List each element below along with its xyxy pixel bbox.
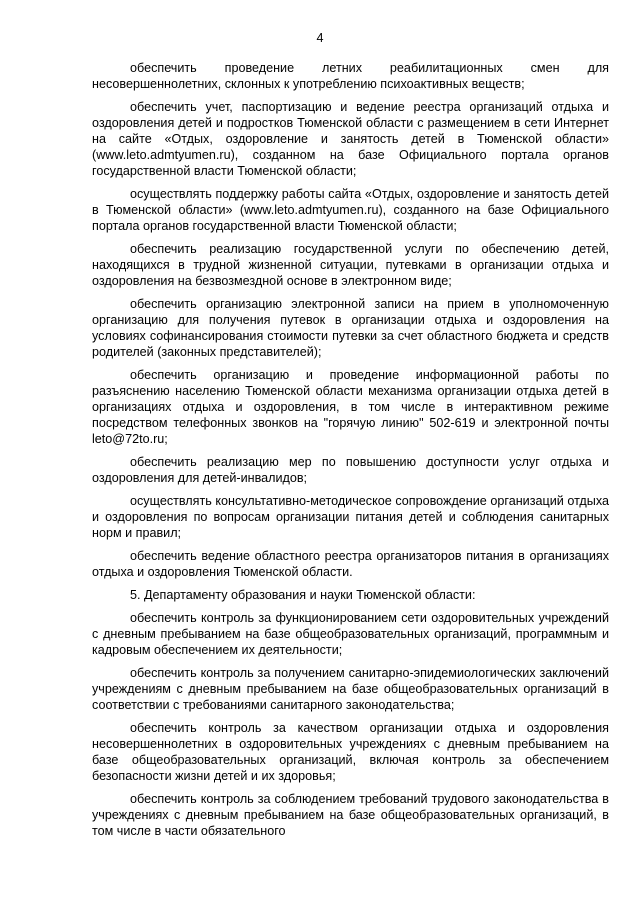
page-number: 4: [316, 31, 324, 45]
paragraph: обеспечить учет, паспортизацию и ведение реестра организаций отдыха и оздоровления детей и подростков Тюменской области с размещением в сети Интернет на сайте «Отдых, оздоровление и занятость детей в Тюменской области» (www.leto.admtyumen.ru), созданном на базе Официального портала органов государственной власти Тюменской области;: [92, 100, 609, 178]
paragraph: обеспечить организацию и проведение информационной работы по разъяснению населению Тюменской области механизма организации отдыха детей в организациях отдыха и оздоровления, в том числе в интерактивном режиме посредством телефонных звонков на "горячую линию" 502-619 и электронной почты leto@72to.ru;: [92, 368, 609, 446]
paragraph: обеспечить реализацию мер по повышению доступности услуг отдыха и оздоровления для детей-инвалидов;: [92, 455, 609, 485]
paragraph: обеспечить ведение областного реестра организаторов питания в организациях отдыха и оздоровления Тюменской области.: [92, 549, 609, 579]
paragraph: обеспечить реализацию государственной услуги по обеспечению детей, находящихся в трудной жизненной ситуации, путевками в организации отдыха и оздоровления на безвозмездной основе в электронном виде;: [92, 242, 609, 288]
paragraph: осуществлять поддержку работы сайта «Отдых, оздоровление и занятость детей в Тюменской области» (www.leto.admtyumen.ru), созданного на базе Официального портала органов государственной власти Тюменской области;: [92, 187, 609, 233]
section-heading: 5. Департаменту образования и науки Тюменской области:: [130, 588, 476, 602]
paragraph: обеспечить организацию электронной записи на прием в уполномоченную организацию для получения путевок в организации отдыха и оздоровления на условиях софинансирования стоимости путевки за счет областного бюджета и средств родителей (законных представителей);: [92, 297, 609, 359]
paragraph: обеспечить проведение летних реабилитационных смен для несовершеннолетних, склонных к употреблению психоактивных веществ;: [92, 61, 609, 91]
paragraph: обеспечить контроль за получением санитарно-эпидемиологических заключений учреждениям с дневным пребыванием на базе общеобразовательных организаций в соответствии с требованиями санитарного законодательства;: [92, 666, 609, 712]
paragraph: обеспечить контроль за качеством организации отдыха и оздоровления несовершеннолетних в оздоровительных учреждениях с дневным пребыванием на базе общеобразовательных организаций, включая контроль за обеспечением безопасности жизни детей и их здоровья;: [92, 721, 609, 783]
document-body: [92, 60, 609, 839]
paragraph: обеспечить контроль за функционированием сети оздоровительных учреждений с дневным пребыванием на базе общеобразовательных организаций, программным и кадровым обеспечением их деятельности;: [92, 611, 609, 657]
paragraph: осуществлять консультативно-методическое сопровождение организаций отдыха и оздоровления по вопросам организации питания детей и соблюдения санитарных норм и правил;: [92, 494, 609, 540]
paragraph: обеспечить контроль за соблюдением требований трудового законодательства в учреждениях с дневным пребыванием на базе общеобразовательных организаций, в том числе в части обязательного: [92, 792, 609, 838]
